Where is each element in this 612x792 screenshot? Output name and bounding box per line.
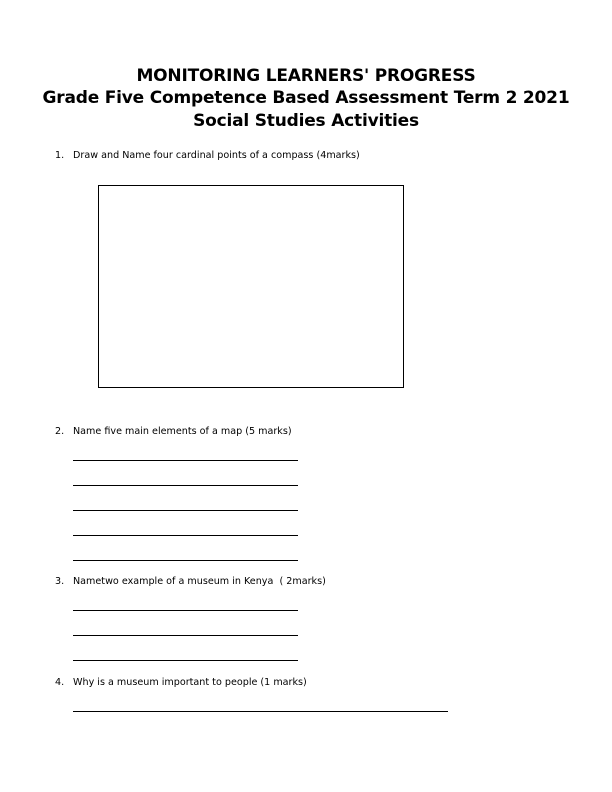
answer-line[interactable] [73, 560, 298, 561]
question-3 [55, 576, 326, 588]
answer-line[interactable] [73, 635, 298, 636]
answer-line[interactable] [73, 660, 298, 661]
question-1 [55, 150, 360, 162]
question-number: 1. [55, 150, 65, 161]
answer-line[interactable] [73, 510, 298, 511]
answer-line[interactable] [73, 485, 298, 486]
question-number: 2. [55, 426, 65, 437]
question-2 [55, 426, 292, 438]
subject-heading: Social Studies Activities [193, 111, 419, 131]
document-subtitle: Grade Five Competence Based Assessment Term 2 2021 [42, 88, 570, 108]
answer-line[interactable] [73, 460, 298, 461]
answer-line[interactable] [73, 610, 298, 611]
question-text: Name five main elements of a map (5 marks) [73, 426, 292, 437]
answer-line[interactable] [73, 535, 298, 536]
question-number: 4. [55, 677, 65, 688]
compass-drawing-box[interactable] [98, 185, 404, 388]
document-title: MONITORING LEARNERS' PROGRESS [136, 66, 476, 86]
question-text: Draw and Name four cardinal points of a compass (4marks) [73, 150, 360, 161]
question-4 [55, 677, 307, 689]
question-number: 3. [55, 576, 65, 587]
question-text: Why is a museum important to people (1 marks) [73, 677, 307, 688]
question-text: Nametwo example of a museum in Kenya ( 2marks) [73, 576, 326, 587]
answer-line[interactable] [73, 711, 448, 712]
